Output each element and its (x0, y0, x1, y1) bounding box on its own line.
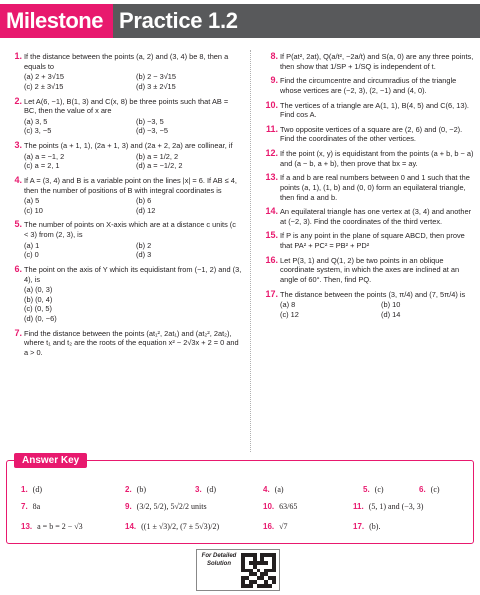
question-item (262, 256, 476, 285)
answer-option: (c) 10 (24, 205, 43, 215)
options-list (24, 152, 242, 171)
question-number: 6. (14, 263, 22, 274)
answer-option: (b) −3, 5 (136, 116, 164, 126)
question-text: Find the distance between the points (at₁², 2at₁) and (at₂², 2at₂), where t₁ and t₂ are the roots of the equation x² − 2√3x + 2 = 0 and a > 0. (24, 328, 239, 357)
answer-4: 4. (a) (263, 485, 284, 494)
answer-option: (d) 3 (136, 250, 152, 260)
question-item (262, 125, 476, 144)
qr-cell (272, 584, 276, 588)
answer-option: (d) −3, −5 (136, 126, 169, 136)
answer-option: (a) 8 (280, 300, 296, 310)
question-number: 3. (14, 140, 22, 150)
question-text: If A = (3, 4) and B is a variable point on the lines |x| = 6. If AB ≤ 4, then the number of positions of B with integral coordinates is (24, 175, 237, 195)
question-text: The vertices of a triangle are A(1, 1), B(4, 5) and C(6, 13). Find cos A. (280, 100, 469, 120)
question-number: 13. (265, 172, 278, 183)
question-number: 14. (265, 206, 278, 217)
question-item (262, 173, 476, 202)
answer-option: (a) 2 + 3√15 (24, 72, 65, 82)
question-item (6, 141, 242, 171)
question-text: If P(at², 2at), Q(a/t², −2a/t) and S(a, 0) are any three points, then show that 1/SP + 1/SQ is independent of t. (280, 52, 474, 71)
answer-option: (c) a = 2, 1 (24, 161, 60, 171)
answer-option: (d) a = −1/2, 2 (136, 161, 183, 171)
question-number: 16. (265, 254, 278, 265)
answer-option: (d) 14 (381, 309, 401, 319)
question-number: 17. (265, 288, 278, 299)
answer-option: (c) 0 (24, 250, 39, 260)
answer-option: (b) 10 (381, 300, 401, 310)
answer-option: (d) 3 ± 2√15 (136, 81, 176, 91)
question-number: 8. (270, 51, 278, 61)
question-number: 4. (14, 174, 22, 185)
answer-17: 17. (b). (353, 522, 381, 531)
questions-right-column (262, 52, 476, 324)
question-number: 7. (14, 327, 22, 338)
question-item (6, 52, 242, 92)
question-item (262, 101, 476, 120)
question-text: Find the circumcentre and circumradius of the triangle whose vertices are (−2, 3), (2, −1) and (4, 0). (280, 76, 457, 95)
answer-option: (d) 12 (136, 205, 156, 215)
question-item (262, 76, 476, 95)
question-item (6, 176, 242, 216)
question-text: Let A(6, −1), B(1, 3) and C(x, 8) be three points such that AB = BC, then the value of x are (24, 96, 229, 116)
question-number: 1. (14, 51, 22, 61)
answer-key-title: Answer Key (14, 453, 87, 468)
options-list (24, 117, 242, 136)
question-number: 11. (265, 123, 278, 134)
question-number: 5. (14, 219, 22, 230)
question-text: The points (a + 1, 1), (2a + 1, 3) and (2a + 2, 2a) are collinear, if (24, 141, 233, 150)
answer-option: (b) 2 (136, 240, 152, 250)
question-text: If P is any point in the plane of square ABCD, then prove that PA² + PC² = PB² + PD² (280, 231, 465, 250)
answer-option: (a) 5 (24, 196, 40, 206)
options-list (24, 72, 242, 91)
answer-option: (a) 3, 5 (24, 116, 48, 126)
answer-16: 16. √7 (263, 522, 288, 531)
answer-option: (c) 3, −5 (24, 126, 52, 136)
question-text: If the point (x, y) is equidistant from the points (a + b, b − a) and (a − b, a + b), then prove that bx = ay. (280, 149, 474, 168)
answer-5: 5. (c) (363, 485, 384, 494)
questions-left-column (6, 52, 242, 363)
options-list (24, 285, 242, 324)
header-practice-title: Practice 1.2 (113, 4, 480, 38)
question-text: An equilateral triangle has one vertex at (3, 4) and another at (−2, 3). Find the coordinates of the third vertex. (280, 207, 472, 226)
answer-option: (b) 6 (136, 196, 152, 206)
answer-3: 3. (d) (195, 485, 216, 494)
header-series-title: Milestone (0, 4, 113, 38)
question-text: The point on the axis of Y which its equidistant from (−1, 2) and (3, 4), is (24, 264, 242, 284)
detailed-solution-box[interactable] (196, 549, 280, 591)
question-item (262, 149, 476, 168)
question-item (262, 52, 476, 71)
answer-key-box (6, 460, 474, 544)
answer-option: (c) 12 (280, 309, 299, 319)
question-text: The number of points on X-axis which are at a distance c units (c < 3) from (2, 3), is (24, 220, 236, 239)
answer-option: (a) a = −1, 2 (24, 151, 65, 161)
question-item (262, 207, 476, 226)
question-item (6, 97, 242, 137)
answer-option: (d) (0, −6) (24, 314, 57, 323)
answer-option: (c) (0, 5) (24, 304, 52, 314)
question-item (6, 220, 242, 260)
options-list (280, 300, 476, 319)
answer-7: 7. 8a (21, 502, 41, 511)
question-number: 12. (265, 148, 278, 158)
question-text: Let P(3, 1) and Q(1, 2) be two points in an oblique coordinate system, in which the axes are inclined at an angle of 60°. Then, find PQ. (280, 255, 460, 284)
answer-option: (b) 2 − 3√15 (136, 72, 177, 82)
question-text: If a and b are real numbers between 0 and 1 such that the points (a, 1), (1, b) and (0, 0) form an equilateral triangle, then find a and b. (280, 173, 470, 202)
answer-14: 14. ((1 ± √3)/2, (7 ± 5√3)/2) (125, 522, 220, 531)
answer-2: 2. (b) (125, 485, 146, 494)
answer-option: (c) 2 ± 3√15 (24, 81, 64, 91)
answer-option: (a) 1 (24, 240, 40, 250)
answer-13: 13. a = b = 2 − √3 (21, 522, 83, 531)
page-header (0, 0, 480, 42)
question-item (262, 231, 476, 250)
answer-option: (a) (0, 3) (24, 285, 53, 295)
options-list (24, 241, 242, 260)
options-list (24, 196, 242, 215)
qr-code-icon[interactable] (241, 553, 276, 588)
answer-10: 10. 63/65 (263, 502, 298, 511)
answer-11: 11. (5, 1) and (−3, 3) (353, 502, 424, 511)
answer-9: 9. (3/2, 5/2), 5√2/2 units (125, 502, 207, 511)
answer-6: 6. (c) (419, 485, 440, 494)
question-item (6, 265, 242, 324)
question-text: If the distance between the points (a, 2) and (3, 4) be 8, then a equals to (24, 52, 229, 71)
question-text: The distance between the points (3, π/4) and (7, 5π/4) is (280, 289, 466, 299)
question-item (262, 290, 476, 320)
answer-option: (b) a = 1/2, 2 (136, 151, 179, 161)
column-divider (250, 50, 251, 452)
question-number: 2. (14, 95, 22, 106)
question-number: 15. (265, 230, 278, 241)
answer-1: 1. (d) (21, 485, 42, 494)
question-item (6, 329, 242, 358)
answer-option: (b) (0, 4) (24, 294, 53, 304)
question-number: 9. (270, 75, 278, 86)
question-number: 10. (265, 99, 278, 110)
question-text: Two opposite vertices of a square are (2, 6) and (0, −2). Find the coordinates of the other vertices. (280, 124, 463, 144)
detailed-solution-label: For Detailed Solution (201, 553, 237, 567)
